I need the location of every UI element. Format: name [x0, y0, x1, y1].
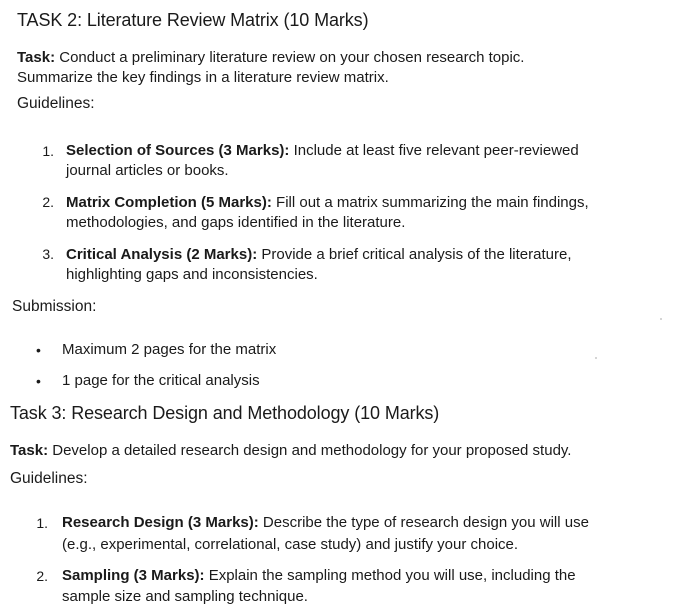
task2-task-label: Task:	[17, 49, 56, 66]
task2-guideline-1	[66, 140, 579, 161]
task2-guideline-3-line2: highlighting gaps and inconsistencies.	[66, 266, 318, 283]
task3-heading: Task 3: Research Design and Methodology (10 Marks)	[10, 403, 440, 423]
task2-guideline-2-number: 2.	[42, 194, 54, 210]
task3-task-text1: Develop a detailed research design and methodology for your proposed study.	[52, 442, 572, 459]
task3-guideline-1-line2: (e.g., experimental, correlational, case study) and justify your choice.	[62, 536, 519, 553]
task2-guideline-1-title: Selection of Sources (3 Marks):	[66, 142, 290, 159]
task2-guideline-3-line1: Provide a brief critical analysis of the literature,	[261, 246, 572, 263]
task3-guideline-1	[62, 512, 589, 533]
task3-guideline-2-line2: sample size and sampling technique.	[62, 588, 308, 605]
task2-guideline-2	[66, 192, 589, 213]
task3-task-label: Task:	[10, 442, 49, 459]
task2-guideline-1-line2: journal articles or books.	[66, 162, 229, 179]
task2-submission-item-2: 1 page for the critical analysis	[62, 372, 260, 389]
task3-guideline-2-line1: Explain the sampling method you will use, including the	[208, 567, 576, 584]
scan-speck	[595, 357, 597, 359]
task2-guideline-2-title: Matrix Completion (5 Marks):	[66, 194, 272, 211]
task2-guideline-1-number: 1.	[42, 143, 54, 159]
task3-guideline-2-title: Sampling (3 Marks):	[62, 567, 205, 584]
task3-guideline-1-title: Research Design (3 Marks):	[62, 514, 259, 531]
task2-submission-item-1: Maximum 2 pages for the matrix	[62, 341, 277, 358]
task2-task-line2: Summarize the key findings in a literature review matrix.	[17, 69, 389, 86]
task2-guideline-2-line2: methodologies, and gaps identified in the literature.	[66, 214, 406, 231]
task2-guideline-2-line1: Fill out a matrix summarizing the main findings,	[276, 194, 589, 211]
task2-guideline-1-line1: Include at least five relevant peer-reviewed	[293, 142, 579, 159]
bullet-icon: •	[36, 373, 41, 389]
task3-guideline-2	[62, 565, 576, 586]
task3-guideline-1-number: 1.	[36, 515, 48, 531]
task3-guidelines-label: Guidelines:	[10, 470, 88, 487]
task2-heading: TASK 2: Literature Review Matrix (10 Marks)	[17, 10, 369, 30]
scan-speck	[660, 318, 662, 320]
task2-guideline-3	[66, 244, 572, 265]
task3-guideline-1-line1: Describe the type of research design you will use	[262, 514, 589, 531]
task2-guidelines-label: Guidelines:	[17, 95, 95, 112]
task2-task-line1	[17, 48, 524, 68]
bullet-icon: •	[36, 342, 41, 358]
task3-task-line1	[10, 441, 571, 461]
task2-task-text1: Conduct a preliminary literature review on your chosen research topic.	[59, 49, 525, 66]
task2-guideline-3-title: Critical Analysis (2 Marks):	[66, 246, 258, 263]
task2-guideline-3-number: 3.	[42, 246, 54, 262]
task3-guideline-2-number: 2.	[36, 568, 48, 584]
task2-submission-label: Submission:	[12, 298, 97, 315]
